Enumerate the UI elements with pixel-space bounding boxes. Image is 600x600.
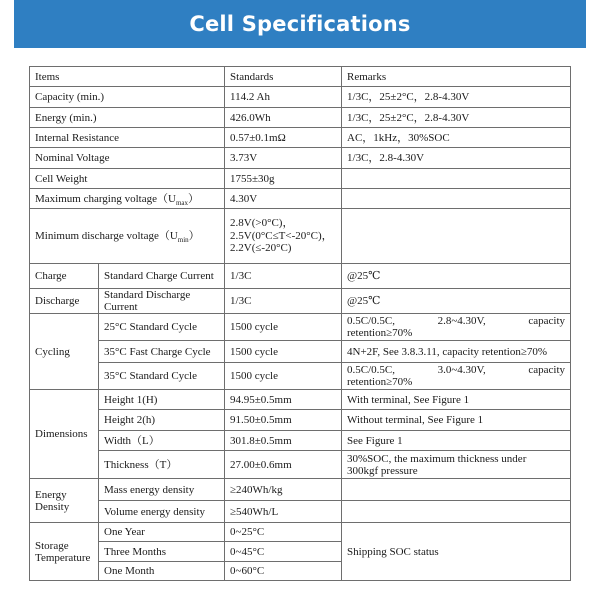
remark-part: capacity bbox=[528, 364, 566, 376]
standard-line: 2.2V(≤-20°C) bbox=[230, 242, 292, 255]
remark-cell bbox=[342, 169, 571, 189]
remark-cell: Without terminal, See Figure 1 bbox=[342, 410, 571, 431]
standard-cell: 0~45°C bbox=[225, 542, 342, 562]
remark-cell: @25℃ bbox=[342, 264, 571, 289]
header-remarks: Remarks bbox=[342, 67, 571, 87]
table-row bbox=[30, 189, 571, 209]
table-row bbox=[30, 431, 571, 451]
remark-line: 300kgf pressure bbox=[347, 464, 418, 477]
standard-cell bbox=[225, 209, 342, 264]
table-row bbox=[30, 289, 571, 314]
remark-cell: Shipping SOC status bbox=[342, 523, 571, 581]
remark-cell: With terminal, See Figure 1 bbox=[342, 390, 571, 410]
item-text: Minimum discharge voltage（U bbox=[35, 230, 178, 242]
group-line: Storage bbox=[35, 539, 69, 552]
table-row bbox=[30, 363, 571, 390]
table-row bbox=[30, 87, 571, 108]
sub-item-cell: Height 1(H) bbox=[99, 390, 225, 410]
item-cell: Nominal Voltage bbox=[30, 148, 225, 169]
table-row bbox=[30, 410, 571, 431]
item-cell bbox=[30, 209, 225, 264]
table-row bbox=[30, 314, 571, 341]
standard-line: 2.5V(0°C≤T<-20°C)， bbox=[230, 229, 333, 242]
sub-item-cell: 35°C Fast Charge Cycle bbox=[99, 341, 225, 363]
standard-cell: 27.00±0.6mm bbox=[225, 451, 342, 479]
item-cell: Energy (min.) bbox=[30, 108, 225, 128]
standard-cell: 4.30V bbox=[225, 189, 342, 209]
remark-cell: @25℃ bbox=[342, 289, 571, 314]
standard-cell: 301.8±0.5mm bbox=[225, 431, 342, 451]
sub-item-cell: 35°C Standard Cycle bbox=[99, 363, 225, 390]
remark-part: 0.5C/0.5C, bbox=[347, 364, 395, 376]
remark-cell bbox=[342, 314, 571, 341]
standard-cell: 0~60°C bbox=[225, 562, 342, 581]
remark-cell: 1/3C，25±2°C，2.8-4.30V bbox=[342, 87, 571, 108]
item-text-end: ） bbox=[188, 230, 200, 242]
remark-line bbox=[347, 364, 565, 376]
sub-item-cell: Width（L） bbox=[99, 431, 225, 451]
item-cell: Internal Resistance bbox=[30, 128, 225, 148]
sub-item-cell: Volume energy density bbox=[99, 501, 225, 523]
standard-cell: 1/3C bbox=[225, 289, 342, 314]
group-cell bbox=[30, 479, 99, 523]
remark-line bbox=[347, 315, 565, 327]
page-title: Cell Specifications bbox=[189, 12, 411, 36]
remark-line: retention≥70% bbox=[347, 327, 413, 339]
remark-part: 2.8~4.30V, bbox=[437, 315, 486, 327]
sub-item-cell: Thickness（T） bbox=[99, 451, 225, 479]
standard-cell: 426.0Wh bbox=[225, 108, 342, 128]
table-row bbox=[30, 523, 571, 542]
group-cell: Discharge bbox=[30, 289, 99, 314]
group-cell: Dimensions bbox=[30, 390, 99, 479]
table-row bbox=[30, 390, 571, 410]
sub-item-cell: One Month bbox=[99, 562, 225, 581]
sub-item-cell: One Year bbox=[99, 523, 225, 542]
spec-table bbox=[29, 66, 571, 581]
remark-line: 30%SOC, the maximum thickness under bbox=[347, 452, 527, 465]
table-row bbox=[30, 479, 571, 501]
group-line: Density bbox=[35, 500, 70, 513]
standard-cell: 114.2 Ah bbox=[225, 87, 342, 108]
standard-cell: ≥240Wh/kg bbox=[225, 479, 342, 501]
item-text: Maximum charging voltage（U bbox=[35, 192, 176, 205]
table-row bbox=[30, 341, 571, 363]
standard-cell: 0.57±0.1mΩ bbox=[225, 128, 342, 148]
title-banner bbox=[14, 0, 586, 48]
remark-cell bbox=[342, 501, 571, 523]
sub-item-cell: Height 2(h) bbox=[99, 410, 225, 431]
table-row bbox=[30, 501, 571, 523]
table-row bbox=[30, 451, 571, 479]
standard-cell: 0~25°C bbox=[225, 523, 342, 542]
header-standards: Standards bbox=[225, 67, 342, 87]
item-text-end: ） bbox=[188, 192, 199, 205]
remark-cell: 4N+2F, See 3.8.3.11, capacity retention≥70% bbox=[342, 341, 571, 363]
remark-part: 0.5C/0.5C, bbox=[347, 315, 395, 327]
standard-cell: 1500 cycle bbox=[225, 341, 342, 363]
table-row bbox=[30, 209, 571, 264]
table-row bbox=[30, 264, 571, 289]
remark-cell bbox=[342, 363, 571, 390]
subscript-text: min bbox=[177, 236, 189, 245]
sub-item-cell: Three Months bbox=[99, 542, 225, 562]
subscript-text: max bbox=[175, 198, 188, 207]
remark-cell bbox=[342, 479, 571, 501]
remark-cell bbox=[342, 209, 571, 264]
standard-cell: 94.95±0.5mm bbox=[225, 390, 342, 410]
standard-cell: 1755±30g bbox=[225, 169, 342, 189]
group-cell bbox=[30, 523, 99, 581]
item-cell: Capacity (min.) bbox=[30, 87, 225, 108]
sub-item-cell: Standard Charge Current bbox=[99, 264, 225, 289]
standard-cell: ≥540Wh/L bbox=[225, 501, 342, 523]
standard-cell: 91.50±0.5mm bbox=[225, 410, 342, 431]
remark-line: retention≥70% bbox=[347, 376, 413, 388]
group-cell: Cycling bbox=[30, 314, 99, 390]
table-row bbox=[30, 169, 571, 189]
group-line: Energy bbox=[35, 488, 67, 501]
remark-cell bbox=[342, 451, 571, 479]
table-header-row bbox=[30, 67, 571, 87]
item-cell: Cell Weight bbox=[30, 169, 225, 189]
remark-part: capacity bbox=[528, 315, 566, 327]
group-cell: Charge bbox=[30, 264, 99, 289]
standard-cell: 1500 cycle bbox=[225, 363, 342, 390]
standard-cell: 1500 cycle bbox=[225, 314, 342, 341]
standard-cell: 1/3C bbox=[225, 264, 342, 289]
remark-part: 3.0~4.30V, bbox=[437, 364, 486, 376]
table-row bbox=[30, 148, 571, 169]
sub-item-cell: 25°C Standard Cycle bbox=[99, 314, 225, 341]
table-row bbox=[30, 108, 571, 128]
table-row bbox=[30, 128, 571, 148]
sub-item-cell: Mass energy density bbox=[99, 479, 225, 501]
remark-cell: See Figure 1 bbox=[342, 431, 571, 451]
remark-cell bbox=[342, 189, 571, 209]
sub-item-cell: Standard Discharge Current bbox=[99, 289, 225, 314]
standard-cell: 3.73V bbox=[225, 148, 342, 169]
item-cell bbox=[30, 189, 225, 209]
standard-line: 2.8V(>0°C)， bbox=[230, 217, 294, 230]
group-line: Temperature bbox=[35, 551, 91, 564]
remark-cell: 1/3C，25±2°C，2.8-4.30V bbox=[342, 108, 571, 128]
remark-cell: AC，1kHz，30%SOC bbox=[342, 128, 571, 148]
remark-cell: 1/3C，2.8-4.30V bbox=[342, 148, 571, 169]
header-items: Items bbox=[30, 67, 225, 87]
